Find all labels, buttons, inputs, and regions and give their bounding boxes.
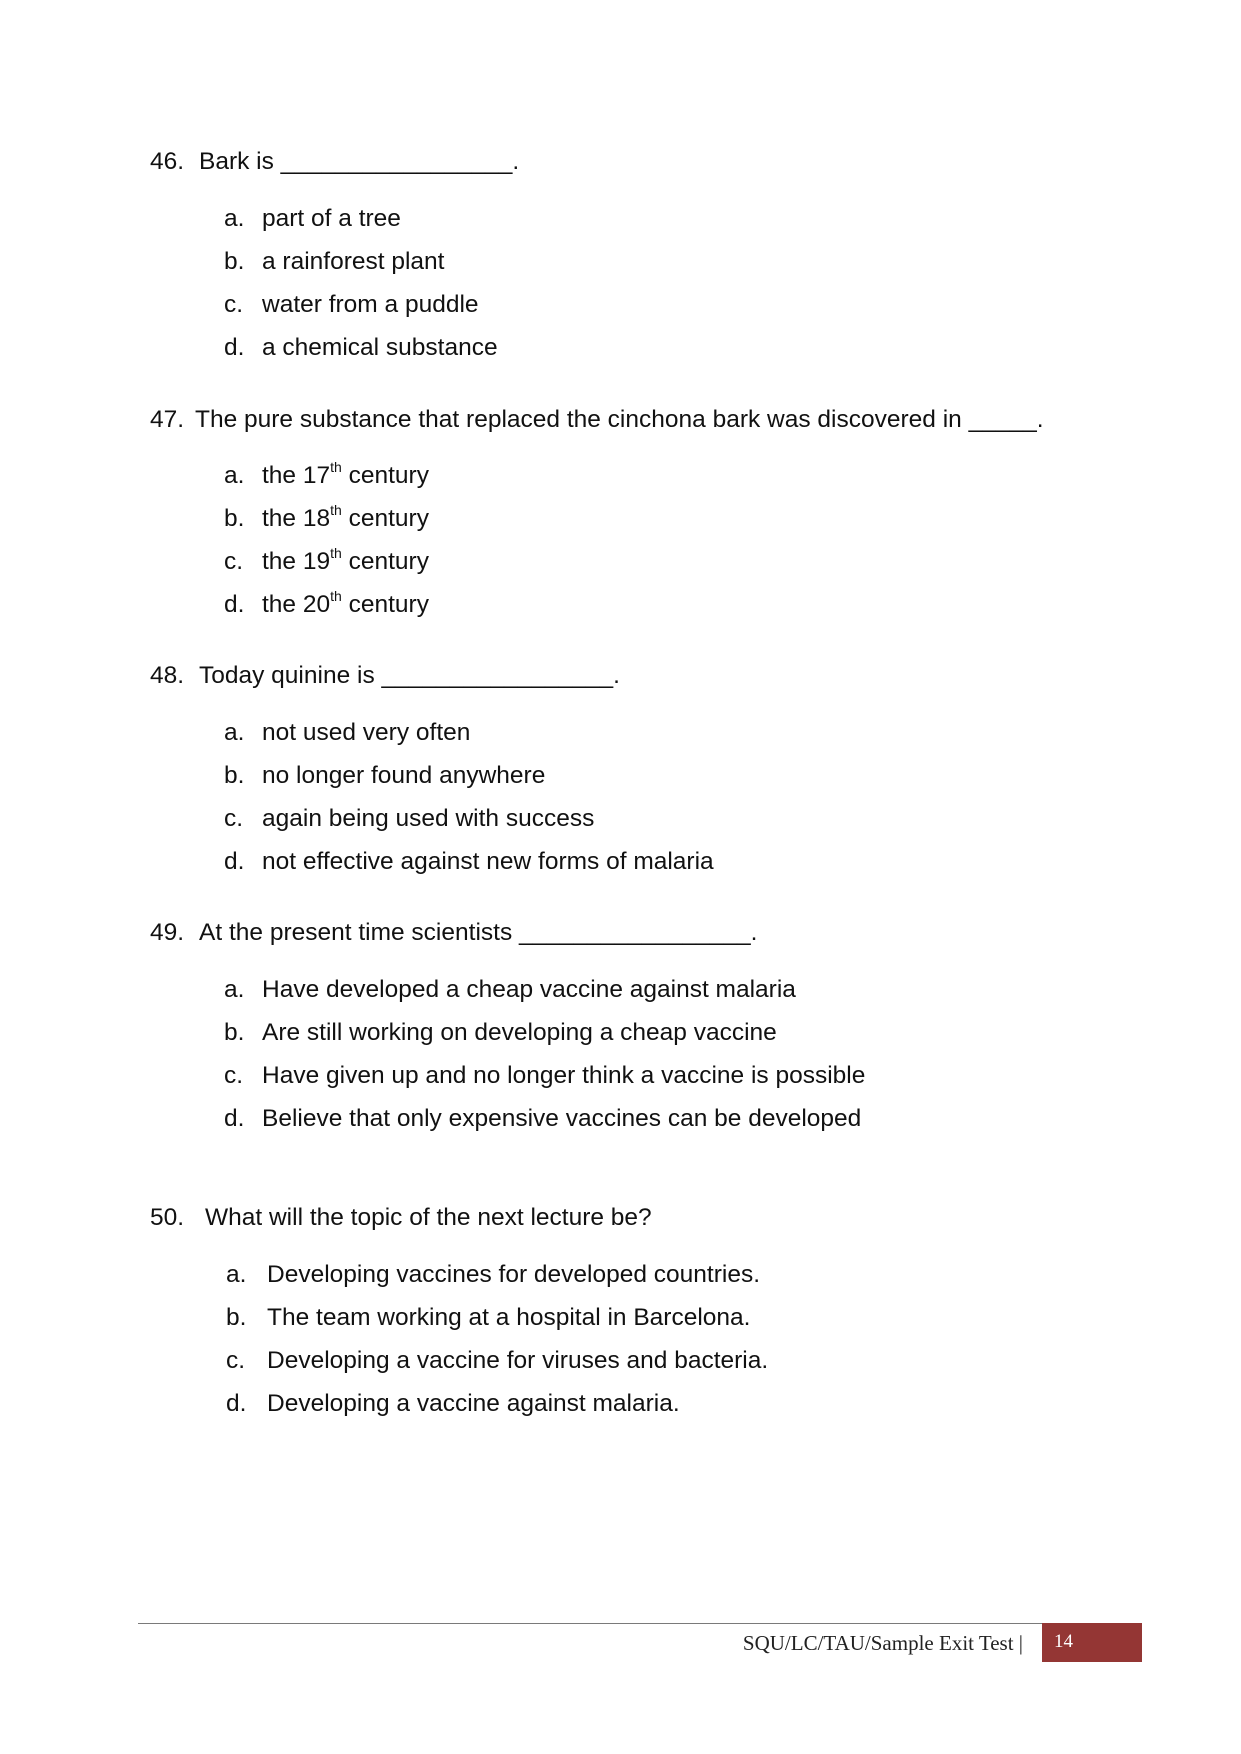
question-48 [150,661,620,691]
question-stem: Today quinine is _________________. [199,662,620,689]
option-letter: d. [224,334,245,361]
option-letter: d. [224,848,245,875]
option-letter: a. [224,205,245,232]
option-letter: c. [224,805,244,832]
question-47 [150,405,1044,435]
option-letter: c. [226,1347,246,1374]
question-number: 47. [150,406,185,433]
option-letter: a. [224,976,245,1003]
option-text: a chemical substance [262,334,498,361]
question-49 [150,918,757,948]
option-text: Developing a vaccine for viruses and bacteria. [267,1347,769,1374]
option-letter: a. [224,462,245,489]
option-text: the 17th century [262,458,429,489]
footer-label: SQU/LC/TAU/Sample Exit Test | [742,1631,1023,1655]
footer-divider [138,1623,1141,1624]
option-text: the 19th century [262,544,429,575]
option-letter: b. [224,1019,245,1046]
option-text: water from a puddle [262,291,479,318]
option-letter: c. [224,548,244,575]
question-stem: What will the topic of the next lecture be? [205,1204,652,1231]
page-number: 14 [1054,1631,1073,1652]
option-text: Believe that only expensive vaccines can be developed [262,1105,862,1132]
option-text: not used very often [262,719,471,746]
option-text: Have developed a cheap vaccine against malaria [262,976,796,1003]
option-letter: c. [224,291,244,318]
page-number-box [1042,1623,1142,1662]
option-text: again being used with success [262,805,595,832]
option-letter: d. [226,1390,247,1417]
option-letter: d. [224,1105,245,1132]
option-text: Developing vaccines for developed countries. [267,1261,761,1288]
question-stem: Bark is _________________. [199,148,520,175]
option-letter: c. [224,1062,244,1089]
question-number: 50. [150,1204,185,1231]
option-text: the 18th century [262,501,429,532]
option-text: Are still working on developing a cheap vaccine [262,1019,777,1046]
option-letter: d. [224,591,245,618]
option-text: Have given up and no longer think a vaccine is possible [262,1062,866,1089]
option-text: Developing a vaccine against malaria. [267,1390,680,1417]
question-stem: The pure substance that replaced the cinchona bark was discovered in _____. [195,406,1044,433]
option-letter: b. [226,1304,247,1331]
option-text: a rainforest plant [262,248,445,275]
question-stem: At the present time scientists _________________. [199,919,758,946]
option-letter: a. [224,719,245,746]
option-text: The team working at a hospital in Barcelona. [267,1304,751,1331]
option-letter: a. [226,1261,247,1288]
question-46 [150,147,519,177]
option-letter: b. [224,505,245,532]
option-text: part of a tree [262,205,401,232]
option-text: the 20th century [262,587,429,618]
option-text: no longer found anywhere [262,762,546,789]
question-number: 48. [150,662,185,689]
option-letter: b. [224,762,245,789]
question-number: 46. [150,148,185,175]
question-number: 49. [150,919,185,946]
option-letter: b. [224,248,245,275]
option-text: not effective against new forms of malaria [262,848,714,875]
question-50 [150,1203,652,1233]
